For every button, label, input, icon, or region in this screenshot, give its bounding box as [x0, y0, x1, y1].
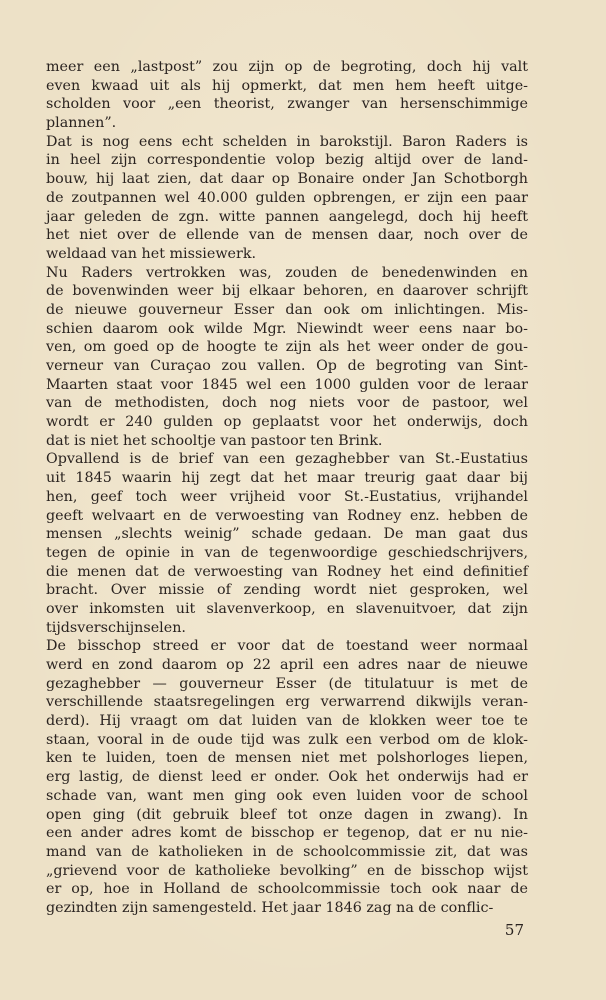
- text-line: een ander adres komt de bisschop er tegenop, dat er nu nie-: [46, 825, 528, 842]
- text-line: schien daarom ook wilde Mgr. Niewindt weer eens naar bo-: [46, 320, 528, 337]
- text-line: scholden voor „een theorist, zwanger van hersenschimmige: [46, 96, 528, 113]
- text-line: plannen”.: [46, 115, 117, 132]
- text-line: mensen „slechts weinig” schade gedaan. De man gaat dus: [46, 526, 528, 543]
- text-line: bouw, hij laat zien, dat daar op Bonaire onder Jan Schotborgh: [46, 171, 528, 188]
- text-line: die menen dat de verwoesting van Rodney het eind definitief: [46, 563, 528, 580]
- text-line: hen, geef toch weer vrijheid voor St.-Eustatius, vrijhandel: [46, 488, 528, 505]
- text-line: weldaad van het missiewerk.: [46, 245, 257, 262]
- paragraph: [46, 58, 528, 133]
- text-line: wordt er 240 gulden op geplaatst voor het onderwijs, doch: [46, 414, 528, 431]
- body-text: [46, 58, 528, 918]
- text-line: mand van de katholieken in de schoolcommissie zit, dat was: [46, 843, 528, 860]
- text-line: tegen de opinie in van de tegenwoordige geschiedschrijvers,: [46, 544, 528, 561]
- text-line: er op, hoe in Holland de schoolcommissie toch ook naar de: [46, 881, 528, 898]
- text-line: erg lastig, de dienst leed er onder. Ook het onderwijs had er: [46, 769, 528, 786]
- text-line: even kwaad uit als hij opmerkt, dat men hem heeft uitge-: [46, 77, 528, 94]
- text-line: werd en zond daarom op 22 april een adres naar de nieuwe: [46, 657, 528, 673]
- text-line: Opvallend is de brief van een gezaghebber van St.-Eustatius: [46, 451, 528, 468]
- text-line: over inkomsten uit slavenverkoop, en slavenuitvoer, dat zijn: [46, 600, 528, 617]
- text-line: staan, vooral in de oude tijd was zulk een verbod om de klok-: [46, 731, 528, 748]
- text-line: Dat is nog eens echt schelden in barokstijl. Baron Raders is: [46, 133, 528, 150]
- text-line: de zoutpannen wel 40.000 gulden opbrengen, er zijn een paar: [46, 189, 528, 206]
- text-line: open ging (dit gebruik bleef tot onze dagen in zwang). In: [46, 806, 528, 823]
- text-line: dat is niet het schooltje van pastoor ten Brink.: [46, 432, 383, 449]
- text-line: ven, om goed op de hoogte te zijn als het weer onder de gou-: [46, 339, 528, 356]
- paragraph: [46, 133, 528, 264]
- text-line: Maarten staat voor 1845 wel een 1000 gulden voor de leraar: [46, 376, 528, 393]
- page-number: 57: [504, 921, 524, 939]
- text-line: jaar geleden de zgn. witte pannen aangelegd, doch hij heeft: [46, 208, 528, 225]
- paragraph: [46, 450, 528, 637]
- text-line: ken te luiden, toen de mensen niet met polshorloges liepen,: [46, 750, 528, 767]
- text-line: gezaghebber — gouverneur Esser (de titulatuur is met de: [46, 675, 528, 692]
- text-line: derd). Hij vraagt om dat luiden van de klokken weer toe te: [46, 713, 528, 730]
- text-line: bracht. Over missie of zending wordt niet gesproken, wel: [46, 582, 528, 599]
- paragraph: [46, 637, 528, 917]
- text-line: geeft welvaart en de verwoesting van Rodney enz. hebben de: [46, 507, 528, 524]
- text-line: verschillende staatsregelingen erg verwarrend dikwijls veran-: [46, 694, 528, 711]
- text-line: meer een „lastpost” zou zijn op de begroting, doch hij valt: [46, 59, 528, 75]
- text-line: Nu Raders vertrokken was, zouden de benedenwinden en: [46, 264, 528, 281]
- text-line: de bovenwinden weer bij elkaar behoren, en daarover schrijft: [46, 283, 528, 300]
- text-line: gezindten zijn samengesteld. Het jaar 1846 zag na de conflic-: [46, 899, 494, 916]
- text-line: „grievend voor de katholieke bevolking” en de bisschop wijst: [46, 862, 528, 879]
- paragraph: [46, 264, 528, 451]
- text-line: schade van, want men ging ook even luiden voor de school: [46, 787, 528, 804]
- text-line: van de methodisten, doch nog niets voor de pastoor, wel: [46, 395, 528, 412]
- text-line: het niet over de ellende van de mensen daar, noch over de: [46, 227, 528, 244]
- text-line: in heel zijn correspondentie volop bezig altijd over de land-: [46, 152, 528, 169]
- text-line: verneur van Curaçao zou vallen. Op de begroting van Sint-: [46, 358, 528, 374]
- text-line: tijdsverschijnselen.: [46, 619, 186, 636]
- text-line: de nieuwe gouverneur Esser dan ook om inlichtingen. Mis-: [46, 301, 528, 318]
- text-line: De bisschop streed er voor dat de toestand weer normaal: [46, 638, 528, 655]
- text-line: uit 1845 waarin hij zegt dat het maar treurig gaat daar bij: [46, 470, 528, 487]
